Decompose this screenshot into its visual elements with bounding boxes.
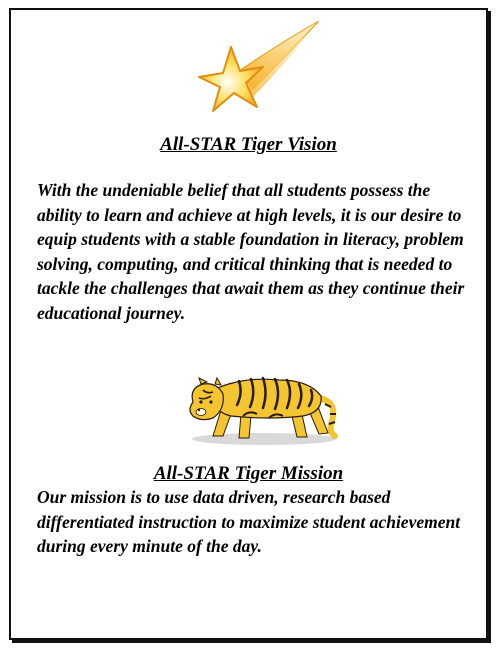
tiger-icon	[179, 362, 344, 447]
shooting-star-icon	[191, 19, 326, 132]
vision-title: All-STAR Tiger Vision	[160, 134, 337, 155]
mission-text: Our mission is to use data driven, research based differentiated instruction to maximize student achievement during every minute of the day.	[37, 487, 461, 556]
vision-text: With the undeniable belief that all students possess the ability to learn and achieve at high levels, it is our desire to equip students with a stable foundation in literacy, problem solving, computing, and critical thinking that is needed to tackle the challenges that await them as they continue their educational journey.	[37, 180, 465, 323]
poster-frame	[9, 8, 488, 640]
mission-title: All-STAR Tiger Mission	[153, 463, 344, 484]
